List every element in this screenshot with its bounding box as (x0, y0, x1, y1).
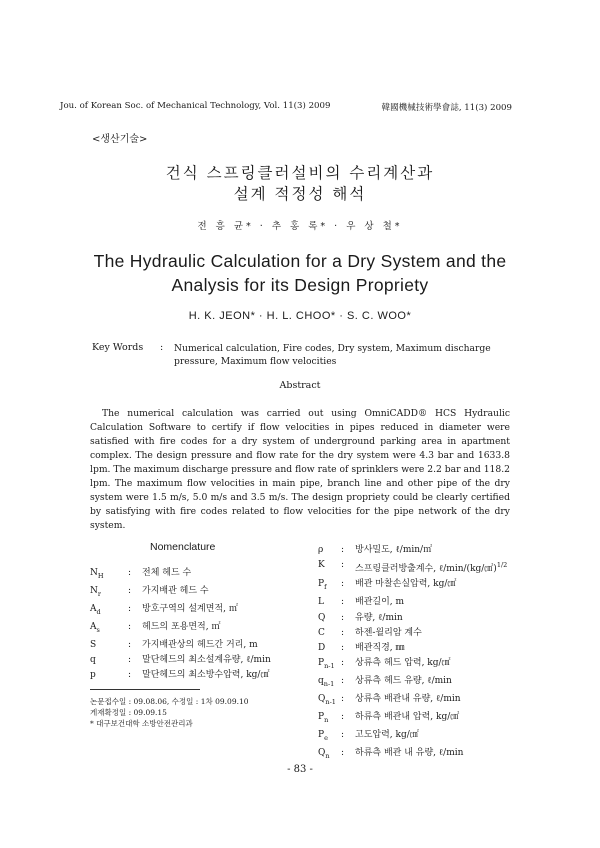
english-title-line-2: Analysis for its Design Propriety (171, 275, 429, 295)
nomenclature-colon: : (128, 622, 132, 632)
symbol-letter: P (318, 712, 325, 723)
nomenclature-title: Nomenclature (150, 541, 216, 553)
nomenclature-symbol (318, 746, 341, 764)
footnote-accepted: 게재확정일 : 09.09.15 (90, 708, 167, 717)
nomenclature-row (318, 674, 507, 692)
symbol-letter: q (318, 676, 324, 687)
nomenclature-row (318, 626, 507, 641)
nomenclature-description (355, 674, 452, 692)
nomenclature-symbol (318, 543, 341, 558)
description-text: 배관직경, ㎜ (355, 643, 405, 654)
nomenclature-row (90, 584, 271, 602)
description-text: 전체 헤드 수 (142, 568, 192, 578)
description-text: 배관길이, m (355, 597, 405, 608)
nomenclature-row (318, 595, 507, 610)
description-text: 방사밀도, ℓ/min/㎡ (355, 545, 433, 555)
symbol-subscript: f (324, 583, 327, 592)
symbol-subscript: r (97, 589, 101, 598)
footnotes (90, 696, 249, 729)
nomenclature-row (318, 728, 507, 746)
nomenclature-description (355, 692, 461, 710)
symbol-letter: A (90, 622, 97, 632)
nomenclature-description (142, 638, 258, 653)
description-text: 상류측 헤드 유량, ℓ/min (355, 676, 452, 687)
nomenclature-description (355, 641, 405, 656)
category-label: <생산기술> (92, 134, 148, 145)
nomenclature-row (318, 577, 507, 595)
nomenclature-row (318, 656, 507, 674)
nomenclature-left-list (90, 566, 271, 684)
nomenclature-symbol (90, 566, 128, 584)
nomenclature-row (318, 543, 507, 558)
symbol-subscript: n-1 (325, 698, 336, 707)
symbol-letter: p (90, 670, 96, 681)
nomenclature-symbol (90, 653, 128, 668)
symbol-letter: C (318, 627, 325, 638)
nomenclature-row (318, 641, 507, 656)
symbol-subscript: d (96, 607, 101, 616)
nomenclature-description (355, 656, 451, 674)
symbol-subscript: n-1 (324, 662, 335, 671)
nomenclature-colon: : (341, 560, 345, 571)
description-text: 말단헤드의 최소설계유량, ℓ/min (142, 655, 271, 666)
abstract-text: The numerical calculation was carried out using OmniCADD® HCS Hydraulic Calculation Software to certify if flow velocities in pipes reduced in diameter were satisfied with fire codes for a dry system of underground parking area in apartment complex. The design pressure and flow rate for the dry system were 4.3 bar and 1633.8 lpm. The maximum discharge pressure and flow rate of sprinklers were 2.2 bar and 118.2 lpm. The maximum flow velocities in main pipe, branch line and other pipe of the dry system were 1.5 m/s, 5.0 m/s and 3.5 m/s. The design propriety could be clearly certified by satisfying with fire codes related to flow velocities for the pipe network of the dry system. (90, 408, 510, 531)
nomenclature-colon: : (128, 568, 132, 578)
description-text: 유량, ℓ/min (355, 612, 403, 623)
nomenclature-description (142, 602, 238, 620)
nomenclature-description (355, 626, 422, 641)
description-text: 하류측 배관내 압력, kg/㎠ (355, 712, 460, 723)
nomenclature-symbol (318, 577, 341, 595)
description-text: 상류측 헤드 압력, kg/㎠ (355, 658, 451, 669)
nomenclature-colon: : (341, 676, 345, 687)
nomenclature-description (355, 746, 463, 764)
page-number: - 83 - (287, 764, 313, 775)
nomenclature-symbol (90, 602, 128, 620)
nomenclature-symbol (90, 668, 128, 683)
nomenclature-row (90, 638, 271, 653)
nomenclature-description (142, 566, 191, 584)
nomenclature-description (142, 620, 220, 638)
abstract-body (90, 407, 510, 533)
symbol-letter: Q (318, 694, 326, 705)
keywords-colon: : (160, 342, 164, 353)
nomenclature-colon: : (341, 597, 345, 608)
nomenclature-symbol (318, 558, 341, 577)
symbol-subscript: n-1 (323, 680, 335, 689)
symbol-letter: L (318, 597, 324, 608)
symbol-letter: q (90, 655, 96, 666)
abstract-title: Abstract (279, 380, 321, 391)
keywords-text: Numerical calculation, Fire codes, Dry system, Maximum discharge pressure, Maximum flow velocities (174, 343, 491, 367)
nomenclature-symbol (90, 620, 128, 638)
description-text: 말단헤드의 최소방수압력, kg/㎠ (142, 670, 270, 681)
nomenclature-description (355, 577, 456, 595)
nomenclature-symbol (318, 641, 341, 656)
nomenclature-description (142, 653, 271, 668)
nomenclature-symbol (90, 638, 128, 653)
symbol-subscript: n (325, 752, 330, 761)
nomenclature-row (90, 668, 271, 683)
nomenclature-colon: : (341, 643, 345, 654)
symbol-letter: K (318, 560, 325, 571)
korean-title-line-2: 설계 적정성 해석 (233, 185, 367, 203)
symbol-letter: S (90, 640, 97, 650)
footnote-received: 논문접수일 : 09.08.06, 수정일 : 1차 09.09.10 (90, 697, 249, 706)
korean-authors: 전 흥 균* · 추 홍 록* · 우 상 철* (197, 221, 403, 232)
nomenclature-symbol (318, 710, 341, 728)
journal-header-right: 韓國機械技術學會誌, 11(3) 2009 (381, 103, 512, 113)
nomenclature-colon: : (128, 586, 132, 596)
nomenclature-row (318, 692, 507, 710)
nomenclature-colon: : (128, 640, 132, 650)
nomenclature-symbol (318, 595, 341, 610)
nomenclature-row (318, 710, 507, 728)
symbol-letter: P (318, 579, 325, 590)
nomenclature-row (90, 602, 271, 620)
description-text: 고도압력, kg/㎠ (355, 730, 419, 741)
nomenclature-row (90, 566, 271, 584)
nomenclature-colon: : (341, 712, 345, 723)
symbol-letter: Q (318, 612, 326, 623)
nomenclature-row (90, 653, 271, 668)
symbol-letter: ρ (318, 545, 324, 555)
nomenclature-symbol (318, 728, 341, 746)
symbol-letter: P (318, 730, 325, 741)
symbol-subscript: n (324, 716, 329, 725)
description-text: 배관 마찰손실압력, kg/㎠ (355, 579, 457, 590)
description-superscript: 1/2 (496, 561, 508, 570)
symbol-letter: N (90, 568, 98, 578)
symbol-letter: N (90, 586, 98, 596)
description-text: 하젠-윌리암 계수 (355, 627, 422, 638)
footnote-affiliation: * 대구보건대학 소방안전관리과 (90, 719, 193, 728)
nomenclature-colon: : (341, 579, 345, 590)
symbol-letter: Q (318, 748, 326, 759)
nomenclature-description (142, 584, 209, 602)
nomenclature-colon: : (341, 694, 345, 705)
nomenclature-description (355, 710, 459, 728)
nomenclature-symbol (318, 674, 341, 692)
nomenclature-description (355, 543, 432, 558)
nomenclature-colon: : (341, 545, 345, 555)
symbol-subscript: s (96, 625, 100, 634)
symbol-letter: P (318, 658, 325, 669)
nomenclature-row (318, 746, 507, 764)
description-text: 방호구역의 설계면적, ㎡ (142, 604, 238, 614)
english-authors: H. K. JEON* · H. L. CHOO* · S. C. WOO* (188, 310, 412, 322)
description-text: 스프링클러방출계수, ℓ/min/(kg/㎠) (355, 564, 497, 575)
nomenclature-symbol (318, 626, 341, 641)
nomenclature-symbol (90, 584, 128, 602)
nomenclature-row (318, 558, 507, 577)
description-text: 가지배관상의 헤드간 거리, m (142, 640, 258, 650)
nomenclature-right-list (318, 543, 507, 764)
nomenclature-row (90, 620, 271, 638)
symbol-subscript: H (97, 571, 104, 580)
nomenclature-colon: : (128, 604, 132, 614)
nomenclature-colon: : (128, 670, 132, 681)
keywords-label: Key Words (92, 342, 144, 353)
footnote-divider (90, 689, 200, 690)
description-text: 헤드의 포용면적, ㎡ (142, 622, 221, 632)
nomenclature-colon: : (341, 627, 345, 638)
nomenclature-colon: : (341, 748, 345, 759)
description-text: 가지배관 헤드 수 (142, 586, 209, 596)
journal-header-left: Jou. of Korean Soc. of Mechanical Technology, Vol. 11(3) 2009 (60, 101, 331, 111)
korean-title-line-1: 건식 스프링클러설비의 수리계산과 (165, 164, 435, 182)
english-title-line-1: The Hydraulic Calculation for a Dry System and the (93, 251, 507, 271)
nomenclature-description (355, 611, 403, 626)
nomenclature-description (355, 728, 419, 746)
nomenclature-description (355, 595, 404, 610)
nomenclature-row (318, 611, 507, 626)
nomenclature-description (142, 668, 269, 683)
nomenclature-symbol (318, 656, 341, 674)
symbol-subscript: e (324, 734, 328, 743)
symbol-letter: A (90, 604, 97, 614)
nomenclature-symbol (318, 692, 341, 710)
nomenclature-symbol (318, 611, 341, 626)
nomenclature-colon: : (341, 730, 345, 741)
description-text: 상류측 배관내 유량, ℓ/min (355, 694, 461, 705)
nomenclature-colon: : (128, 655, 132, 666)
nomenclature-colon: : (341, 612, 345, 623)
nomenclature-description (355, 558, 507, 577)
nomenclature-colon: : (341, 658, 345, 669)
description-text: 하류측 배관 내 유량, ℓ/min (355, 748, 464, 759)
symbol-letter: D (318, 643, 326, 654)
